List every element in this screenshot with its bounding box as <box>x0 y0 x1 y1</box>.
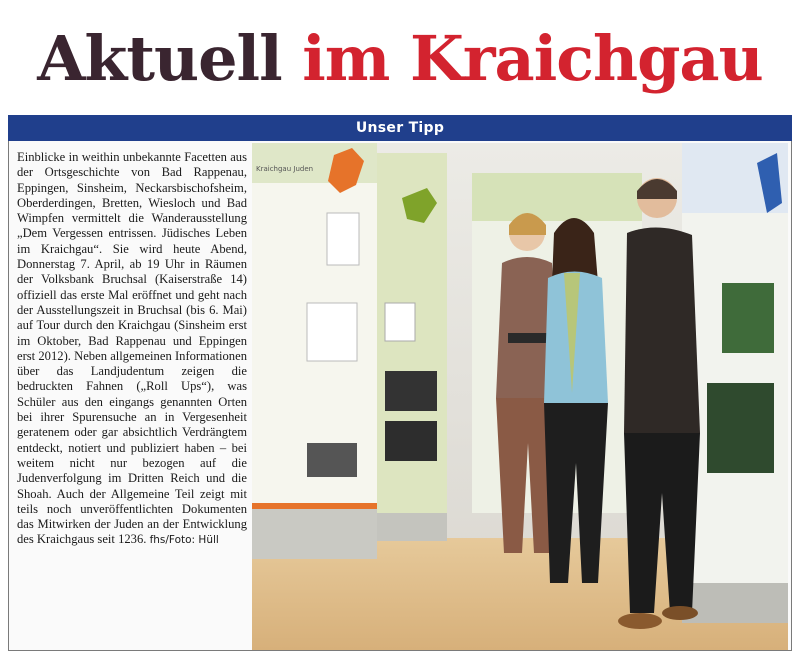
section-banner: Unser Tipp <box>8 115 792 141</box>
article-body: Einblicke in weithin unbekannte Facetten aus der Ortsgeschichte von Bad Rappenau, Eppingen, Sinsheim, Neckarsbischofsheim, Oberderdingen, Bretten, Wiesloch und Bad Wimpfen vermittelt die Wanderausstellung „Dem Vergessen entrissen. Jüdisches Leben im Kraichgau“. Sie wird heute Abend, Donnerstag 7. April, ab 19 Uhr in Räumen der Volksbank Bruchsal (Kaiserstraße 14) offiziell das erste Mal eröffnet und geht nach der Ausstellungszeit in Bruchsal (bis 6. Mai) auf Tour durch den Kraichgau (Sinsheim erst im Oktober, Bad Rappenau und Eppingen erst 2012). Neben allgemeinen Informationen über das Landjudentum zeigen die bedruckten Fahnen („Roll Ups“), was Schüler aus den eingangs genannten Orten bei ihrer Spurensuche an in Vergesenheit geratenem oder gar absichtlich Verdrängtem entdeckt, notiert und publiziert haben – bei weitem nicht nur bezogen auf die Judenverfolgung im Dritten Reich und die Shoah. Auch der Allgemeine Teil zeigt mit teils noch unveröffentlichten Dokumenten das Mitwirken der Juden an der Entwicklung des Kraichgaus seit 1236. <box>17 150 247 547</box>
banner-back-header <box>472 173 642 221</box>
headline-word-aktuell: Aktuell <box>37 22 282 95</box>
exhibition-photo <box>252 143 788 650</box>
photo-credit: fhs/Foto: Hüll <box>149 534 219 547</box>
headline-word-kraichgau: im Kraichgau <box>302 22 763 95</box>
banner-left-document <box>327 213 359 265</box>
banner-2-photo-2 <box>385 421 437 461</box>
person-right-shoe-left <box>618 613 662 629</box>
banner-2-document <box>385 303 415 341</box>
exhibition-photo-graphic <box>252 143 788 650</box>
banner-right-photo-trees <box>707 383 774 473</box>
banner-2-photo-1 <box>385 371 437 411</box>
article-text <box>17 150 247 645</box>
banner-left-base <box>252 509 377 559</box>
banner-2-base <box>377 513 447 541</box>
banner-right-photo-forest <box>722 283 774 353</box>
person-left-belt <box>508 333 548 343</box>
banner-left-title: Kraichgau Juden <box>256 165 314 173</box>
person-right-shoe-right <box>662 606 698 620</box>
banner-left-diagram <box>307 303 357 361</box>
banner-right-base <box>682 583 788 623</box>
person-right-shirt <box>624 227 700 433</box>
banner-left-photo <box>307 443 357 477</box>
banner-left-stripe <box>252 503 377 509</box>
page-headline <box>0 14 800 104</box>
